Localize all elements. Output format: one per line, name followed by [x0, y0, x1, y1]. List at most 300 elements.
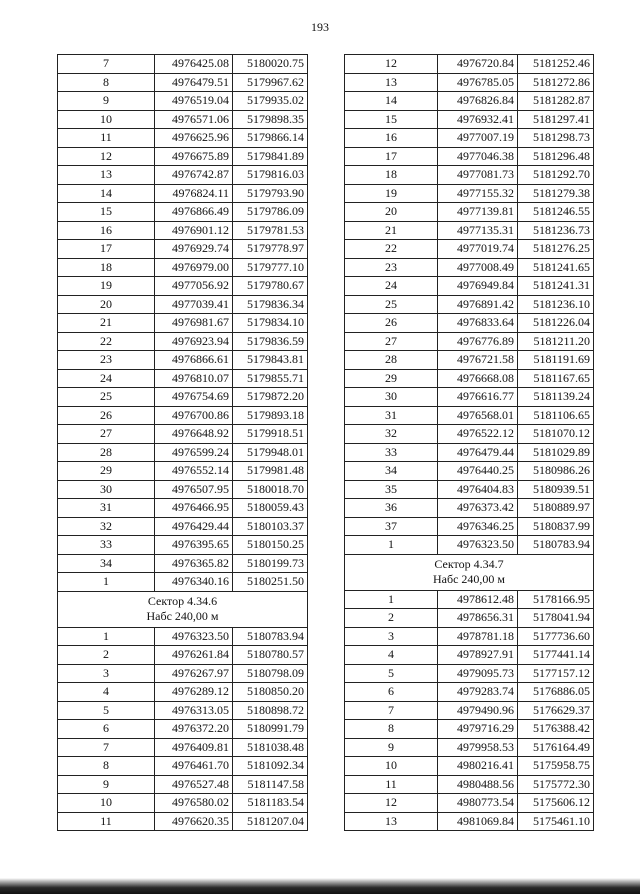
y-coordinate-cell: 5179781.53: [233, 221, 308, 240]
point-number-cell: 28: [58, 443, 155, 462]
table-row: [345, 351, 594, 370]
point-number-cell: 3: [345, 627, 438, 646]
y-coordinate-cell: 5181252.46: [518, 55, 594, 74]
y-coordinate-cell: 5181272.86: [518, 73, 594, 92]
y-coordinate-cell: 5181092.34: [233, 757, 308, 776]
y-coordinate-cell: 5181296.48: [518, 147, 594, 166]
table-row: [58, 258, 308, 277]
y-coordinate-cell: 5181038.48: [233, 738, 308, 757]
y-coordinate-cell: 5181236.73: [518, 221, 594, 240]
x-coordinate-cell: 4976527.48: [155, 775, 233, 794]
y-coordinate-cell: 5180889.97: [518, 499, 594, 518]
point-number-cell: 6: [345, 683, 438, 702]
x-coordinate-cell: 4976700.86: [155, 406, 233, 425]
y-coordinate-cell: 5176629.37: [518, 701, 594, 720]
x-coordinate-cell: 4976372.20: [155, 720, 233, 739]
table-row: [345, 388, 594, 407]
x-coordinate-cell: 4976981.67: [155, 314, 233, 333]
x-coordinate-cell: 4979283.74: [438, 683, 518, 702]
table-row: [58, 73, 308, 92]
point-number-cell: 34: [345, 462, 438, 481]
table-row: [345, 757, 594, 776]
y-coordinate-cell: 5181207.04: [233, 812, 308, 831]
table-row: [345, 332, 594, 351]
x-coordinate-cell: 4976425.08: [155, 55, 233, 74]
point-number-cell: 27: [58, 425, 155, 444]
point-number-cell: 24: [58, 369, 155, 388]
y-coordinate-cell: 5179834.10: [233, 314, 308, 333]
x-coordinate-cell: 4980216.41: [438, 757, 518, 776]
point-number-cell: 15: [58, 203, 155, 222]
table-row: [345, 369, 594, 388]
y-coordinate-cell: 5179786.09: [233, 203, 308, 222]
y-coordinate-cell: 5179836.34: [233, 295, 308, 314]
x-coordinate-cell: 4977155.32: [438, 184, 518, 203]
table-row: [345, 664, 594, 683]
x-coordinate-cell: 4976323.50: [438, 536, 518, 555]
table-row: [345, 314, 594, 333]
y-coordinate-cell: 5177157.12: [518, 664, 594, 683]
x-coordinate-cell: 4976323.50: [155, 627, 233, 646]
table-row: [58, 573, 308, 592]
x-coordinate-cell: 4976552.14: [155, 462, 233, 481]
table-row: [58, 664, 308, 683]
table-row: [58, 221, 308, 240]
y-coordinate-cell: 5181226.04: [518, 314, 594, 333]
page-number: 193: [311, 20, 329, 34]
y-coordinate-cell: 5179777.10: [233, 258, 308, 277]
x-coordinate-cell: 4977135.31: [438, 221, 518, 240]
point-number-cell: 14: [345, 92, 438, 111]
x-coordinate-cell: 4976675.89: [155, 147, 233, 166]
table-row: [345, 794, 594, 813]
table-row: [345, 701, 594, 720]
table-row: [345, 73, 594, 92]
y-coordinate-cell: 5180850.20: [233, 683, 308, 702]
y-coordinate-cell: 5180986.26: [518, 462, 594, 481]
x-coordinate-cell: 4976949.84: [438, 277, 518, 296]
y-coordinate-cell: 5179893.18: [233, 406, 308, 425]
point-number-cell: 35: [345, 480, 438, 499]
point-number-cell: 5: [58, 701, 155, 720]
table-row: [58, 738, 308, 757]
y-coordinate-cell: 5181147.58: [233, 775, 308, 794]
point-number-cell: 10: [58, 110, 155, 129]
x-coordinate-cell: 4979716.29: [438, 720, 518, 739]
point-number-cell: 13: [345, 73, 438, 92]
x-coordinate-cell: 4976923.94: [155, 332, 233, 351]
sector-header-line: Набс 240,00 м: [432, 572, 506, 586]
table-row: [58, 499, 308, 518]
table-row: [345, 627, 594, 646]
table-row: [58, 92, 308, 111]
point-number-cell: 31: [58, 499, 155, 518]
point-number-cell: 34: [58, 554, 155, 573]
coordinates-table-left: [57, 54, 308, 831]
x-coordinate-cell: 4976479.51: [155, 73, 233, 92]
point-number-cell: 13: [345, 812, 438, 831]
point-number-cell: 3: [58, 664, 155, 683]
x-coordinate-cell: 4976522.12: [438, 425, 518, 444]
point-number-cell: 21: [345, 221, 438, 240]
table-row: [345, 203, 594, 222]
point-number-cell: 22: [345, 240, 438, 259]
x-coordinate-cell: 4976404.83: [438, 480, 518, 499]
y-coordinate-cell: 5180783.94: [518, 536, 594, 555]
x-coordinate-cell: 4977008.49: [438, 258, 518, 277]
y-coordinate-cell: 5181167.65: [518, 369, 594, 388]
y-coordinate-cell: 5180018.70: [233, 480, 308, 499]
table-row: [58, 646, 308, 665]
point-number-cell: 5: [345, 664, 438, 683]
y-coordinate-cell: 5179816.03: [233, 166, 308, 185]
y-coordinate-cell: 5181246.55: [518, 203, 594, 222]
x-coordinate-cell: 4977056.92: [155, 277, 233, 296]
sector-header: [58, 591, 308, 627]
table-row: [345, 738, 594, 757]
table-row: [345, 462, 594, 481]
x-coordinate-cell: 4976346.25: [438, 517, 518, 536]
x-coordinate-cell: 4978781.18: [438, 627, 518, 646]
table-row: [58, 184, 308, 203]
point-number-cell: 9: [58, 92, 155, 111]
point-number-cell: 10: [58, 794, 155, 813]
point-number-cell: 30: [58, 480, 155, 499]
y-coordinate-cell: 5180798.09: [233, 664, 308, 683]
point-number-cell: 36: [345, 499, 438, 518]
table-row: [58, 701, 308, 720]
table-row: [58, 369, 308, 388]
y-coordinate-cell: 5181106.65: [518, 406, 594, 425]
point-number-cell: 18: [345, 166, 438, 185]
y-coordinate-cell: 5181292.70: [518, 166, 594, 185]
point-number-cell: 9: [345, 738, 438, 757]
table-row: [345, 646, 594, 665]
point-number-cell: 26: [345, 314, 438, 333]
point-number-cell: 10: [345, 757, 438, 776]
y-coordinate-cell: 5179836.59: [233, 332, 308, 351]
y-coordinate-cell: 5180780.57: [233, 646, 308, 665]
point-number-cell: 19: [58, 277, 155, 296]
table-row: [345, 609, 594, 628]
table-row: [345, 184, 594, 203]
table-row: [58, 277, 308, 296]
y-coordinate-cell: 5181236.10: [518, 295, 594, 314]
table-row: [345, 517, 594, 536]
table-row: [345, 775, 594, 794]
table-row: [345, 683, 594, 702]
x-coordinate-cell: 4976507.95: [155, 480, 233, 499]
x-coordinate-cell: 4976932.41: [438, 110, 518, 129]
point-number-cell: 6: [58, 720, 155, 739]
table-row: [345, 443, 594, 462]
x-coordinate-cell: 4977019.74: [438, 240, 518, 259]
y-coordinate-cell: 5176886.05: [518, 683, 594, 702]
y-coordinate-cell: 5178166.95: [518, 590, 594, 609]
y-coordinate-cell: 5179981.48: [233, 462, 308, 481]
table-row: [345, 812, 594, 831]
x-coordinate-cell: 4979490.96: [438, 701, 518, 720]
y-coordinate-cell: 5181276.25: [518, 240, 594, 259]
x-coordinate-cell: 4976313.05: [155, 701, 233, 720]
table-row: [58, 425, 308, 444]
sector-header-line: Сектор 4.34.6: [147, 593, 218, 608]
point-number-cell: 12: [345, 55, 438, 74]
point-number-cell: 23: [345, 258, 438, 277]
x-coordinate-cell: 4980773.54: [438, 794, 518, 813]
y-coordinate-cell: 5180939.51: [518, 480, 594, 499]
y-coordinate-cell: 5179948.01: [233, 443, 308, 462]
sector-header-line: Сектор 4.34.7: [434, 556, 504, 571]
y-coordinate-cell: 5180020.75: [233, 55, 308, 74]
x-coordinate-cell: 4976409.81: [155, 738, 233, 757]
x-coordinate-cell: 4977081.73: [438, 166, 518, 185]
y-coordinate-cell: 5179855.71: [233, 369, 308, 388]
x-coordinate-cell: 4976866.61: [155, 351, 233, 370]
x-coordinate-cell: 4976429.44: [155, 517, 233, 536]
y-coordinate-cell: 5180199.73: [233, 554, 308, 573]
table-row: [58, 480, 308, 499]
table-row: [58, 388, 308, 407]
x-coordinate-cell: 4976625.96: [155, 129, 233, 148]
point-number-cell: 33: [345, 443, 438, 462]
x-coordinate-cell: 4980488.56: [438, 775, 518, 794]
x-coordinate-cell: 4976365.82: [155, 554, 233, 573]
point-number-cell: 26: [58, 406, 155, 425]
x-coordinate-cell: 4976754.69: [155, 388, 233, 407]
x-coordinate-cell: 4976289.12: [155, 683, 233, 702]
y-coordinate-cell: 5177441.14: [518, 646, 594, 665]
table-row: [345, 425, 594, 444]
x-coordinate-cell: 4976979.00: [155, 258, 233, 277]
y-coordinate-cell: 5179967.62: [233, 73, 308, 92]
table-row: [345, 147, 594, 166]
y-coordinate-cell: 5180783.94: [233, 627, 308, 646]
x-coordinate-cell: 4977046.38: [438, 147, 518, 166]
y-coordinate-cell: 5181029.89: [518, 443, 594, 462]
y-coordinate-cell: 5180059.43: [233, 499, 308, 518]
point-number-cell: 8: [58, 757, 155, 776]
x-coordinate-cell: 4976810.07: [155, 369, 233, 388]
point-number-cell: 2: [58, 646, 155, 665]
point-number-cell: 20: [58, 295, 155, 314]
point-number-cell: 20: [345, 203, 438, 222]
x-coordinate-cell: 4979095.73: [438, 664, 518, 683]
point-number-cell: 7: [58, 738, 155, 757]
y-coordinate-cell: 5175958.75: [518, 757, 594, 776]
y-coordinate-cell: 5179898.35: [233, 110, 308, 129]
table-row: [345, 720, 594, 739]
y-coordinate-cell: 5175461.10: [518, 812, 594, 831]
table-row: [345, 129, 594, 148]
table-row: [58, 129, 308, 148]
y-coordinate-cell: 5181139.24: [518, 388, 594, 407]
table-row: [58, 757, 308, 776]
y-coordinate-cell: 5181183.54: [233, 794, 308, 813]
point-number-cell: 23: [58, 351, 155, 370]
table-row: [58, 314, 308, 333]
y-coordinate-cell: 5179935.02: [233, 92, 308, 111]
y-coordinate-cell: 5179866.14: [233, 129, 308, 148]
table-row: [58, 55, 308, 74]
point-number-cell: 24: [345, 277, 438, 296]
y-coordinate-cell: 5181191.69: [518, 351, 594, 370]
x-coordinate-cell: 4977139.81: [438, 203, 518, 222]
x-coordinate-cell: 4976267.97: [155, 664, 233, 683]
point-number-cell: 11: [58, 812, 155, 831]
point-number-cell: 12: [58, 147, 155, 166]
point-number-cell: 30: [345, 388, 438, 407]
table-row: [345, 166, 594, 185]
table-row: [58, 462, 308, 481]
y-coordinate-cell: 5179841.89: [233, 147, 308, 166]
y-coordinate-cell: 5180898.72: [233, 701, 308, 720]
coordinates-table-right: [344, 54, 594, 831]
point-number-cell: 29: [345, 369, 438, 388]
point-number-cell: 28: [345, 351, 438, 370]
x-coordinate-cell: 4976620.35: [155, 812, 233, 831]
x-coordinate-cell: 4976668.08: [438, 369, 518, 388]
x-coordinate-cell: 4976519.04: [155, 92, 233, 111]
x-coordinate-cell: 4976824.11: [155, 184, 233, 203]
x-coordinate-cell: 4976340.16: [155, 573, 233, 592]
y-coordinate-cell: 5181279.38: [518, 184, 594, 203]
table-row: [345, 536, 594, 555]
x-coordinate-cell: 4976721.58: [438, 351, 518, 370]
table-row: [58, 110, 308, 129]
point-number-cell: 7: [58, 55, 155, 74]
x-coordinate-cell: 4976571.06: [155, 110, 233, 129]
x-coordinate-cell: 4976776.89: [438, 332, 518, 351]
point-number-cell: 19: [345, 184, 438, 203]
table-row: [345, 499, 594, 518]
point-number-cell: 17: [58, 240, 155, 259]
point-number-cell: 29: [58, 462, 155, 481]
table-row: [58, 794, 308, 813]
point-number-cell: 15: [345, 110, 438, 129]
table-row: [58, 332, 308, 351]
point-number-cell: 11: [345, 775, 438, 794]
table-row: [345, 221, 594, 240]
x-coordinate-cell: 4976440.25: [438, 462, 518, 481]
x-coordinate-cell: 4976901.12: [155, 221, 233, 240]
x-coordinate-cell: 4976395.65: [155, 536, 233, 555]
point-number-cell: 25: [345, 295, 438, 314]
x-coordinate-cell: 4976466.95: [155, 499, 233, 518]
table-row: [58, 147, 308, 166]
table-row: [58, 443, 308, 462]
x-coordinate-cell: 4981069.84: [438, 812, 518, 831]
x-coordinate-cell: 4976785.05: [438, 73, 518, 92]
point-number-cell: 32: [58, 517, 155, 536]
point-number-cell: 1: [58, 627, 155, 646]
table-row: [58, 554, 308, 573]
y-coordinate-cell: 5179918.51: [233, 425, 308, 444]
table-body: [58, 55, 308, 831]
y-coordinate-cell: 5181241.65: [518, 258, 594, 277]
point-number-cell: 8: [58, 73, 155, 92]
point-number-cell: 17: [345, 147, 438, 166]
point-number-cell: 31: [345, 406, 438, 425]
x-coordinate-cell: 4976826.84: [438, 92, 518, 111]
point-number-cell: 22: [58, 332, 155, 351]
table-row: [345, 590, 594, 609]
x-coordinate-cell: 4976373.42: [438, 499, 518, 518]
table-row: [345, 240, 594, 259]
table-row: [58, 240, 308, 259]
table-row: [345, 277, 594, 296]
x-coordinate-cell: 4977007.19: [438, 129, 518, 148]
table-row: [345, 406, 594, 425]
table-row: [58, 536, 308, 555]
x-coordinate-cell: 4976580.02: [155, 794, 233, 813]
y-coordinate-cell: 5179793.90: [233, 184, 308, 203]
point-number-cell: 21: [58, 314, 155, 333]
x-coordinate-cell: 4976866.49: [155, 203, 233, 222]
y-coordinate-cell: 5180991.79: [233, 720, 308, 739]
point-number-cell: 25: [58, 388, 155, 407]
point-number-cell: 37: [345, 517, 438, 536]
table-row: [58, 295, 308, 314]
point-number-cell: 32: [345, 425, 438, 444]
y-coordinate-cell: 5175772.30: [518, 775, 594, 794]
y-coordinate-cell: 5181298.73: [518, 129, 594, 148]
x-coordinate-cell: 4976568.01: [438, 406, 518, 425]
point-number-cell: 4: [345, 646, 438, 665]
x-coordinate-cell: 4979958.53: [438, 738, 518, 757]
table-body: [345, 55, 594, 831]
y-coordinate-cell: 5179872.20: [233, 388, 308, 407]
x-coordinate-cell: 4976461.70: [155, 757, 233, 776]
y-coordinate-cell: 5175606.12: [518, 794, 594, 813]
point-number-cell: 1: [345, 536, 438, 555]
y-coordinate-cell: 5177736.60: [518, 627, 594, 646]
table-row: [345, 295, 594, 314]
y-coordinate-cell: 5179780.67: [233, 277, 308, 296]
point-number-cell: 8: [345, 720, 438, 739]
y-coordinate-cell: 5180251.50: [233, 573, 308, 592]
x-coordinate-cell: 4976616.77: [438, 388, 518, 407]
y-coordinate-cell: 5179843.81: [233, 351, 308, 370]
table-row: [345, 55, 594, 74]
x-coordinate-cell: 4978656.31: [438, 609, 518, 628]
x-coordinate-cell: 4976742.87: [155, 166, 233, 185]
table-row: [58, 627, 308, 646]
x-coordinate-cell: 4976891.42: [438, 295, 518, 314]
x-coordinate-cell: 4976479.44: [438, 443, 518, 462]
y-coordinate-cell: 5180150.25: [233, 536, 308, 555]
point-number-cell: 1: [58, 573, 155, 592]
table-row: [58, 720, 308, 739]
y-coordinate-cell: 5181282.87: [518, 92, 594, 111]
y-coordinate-cell: 5180103.37: [233, 517, 308, 536]
y-coordinate-cell: 5176164.49: [518, 738, 594, 757]
x-coordinate-cell: 4976599.24: [155, 443, 233, 462]
y-coordinate-cell: 5178041.94: [518, 609, 594, 628]
table-row: [58, 517, 308, 536]
x-coordinate-cell: 4976261.84: [155, 646, 233, 665]
table-row: [345, 110, 594, 129]
point-number-cell: 12: [345, 794, 438, 813]
table-row: [345, 258, 594, 277]
table-row: [345, 480, 594, 499]
table-row: [58, 812, 308, 831]
table-row: [345, 92, 594, 111]
point-number-cell: 1: [345, 590, 438, 609]
point-number-cell: 14: [58, 184, 155, 203]
scan-bottom-edge: [0, 878, 640, 894]
x-coordinate-cell: 4976929.74: [155, 240, 233, 259]
